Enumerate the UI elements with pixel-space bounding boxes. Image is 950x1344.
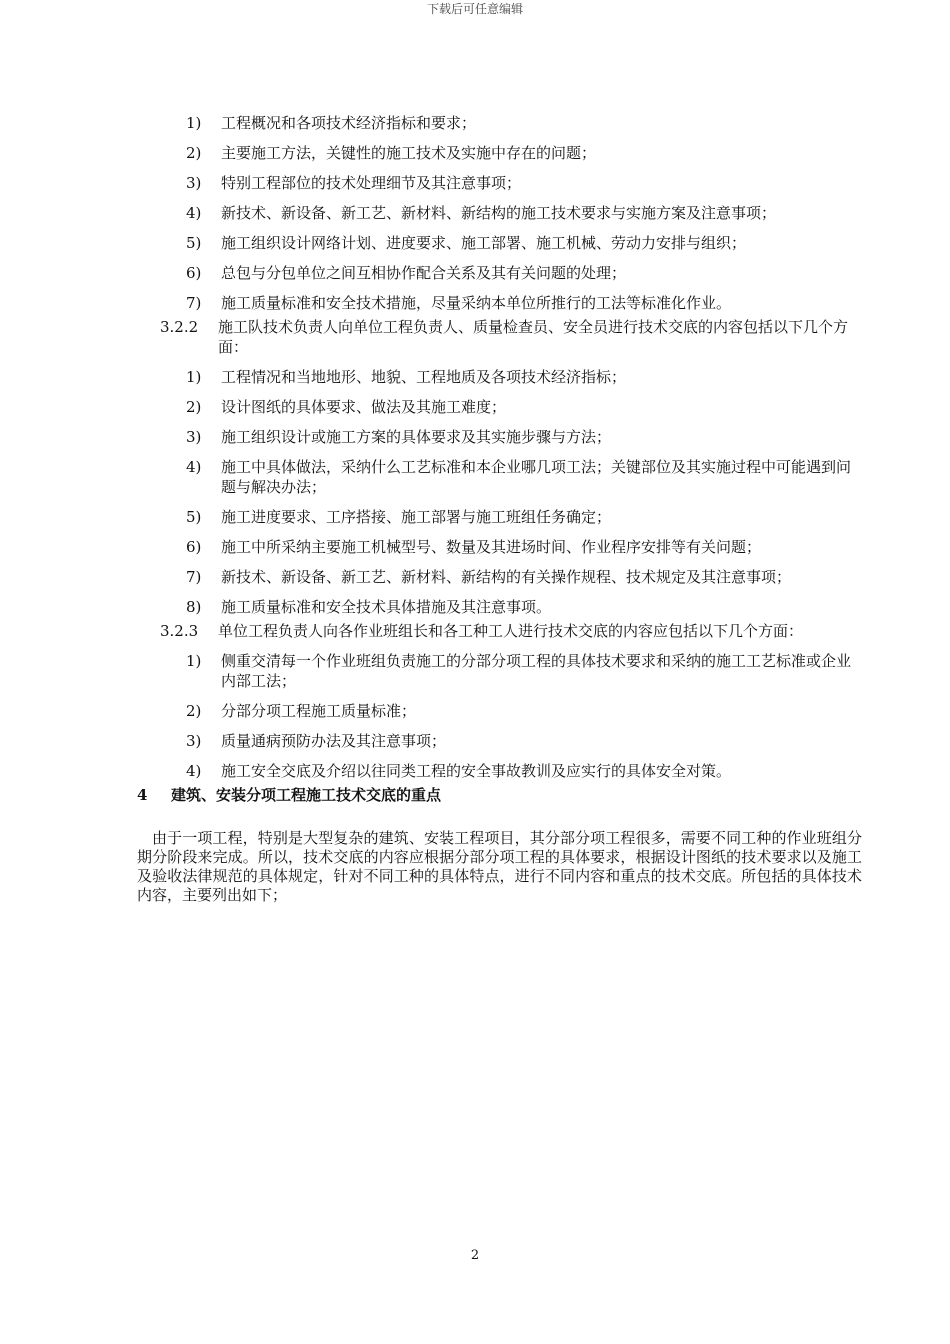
list-text: 新技术、新设备、新工艺、新材料、新结构的有关操作规程、技术规定及其注意事项； bbox=[221, 568, 792, 586]
page-number: 2 bbox=[470, 1248, 480, 1263]
list-number: 4) bbox=[186, 762, 202, 780]
list-item bbox=[0, 397, 950, 427]
section-number: 3.2.3 bbox=[160, 622, 199, 640]
list-number: 1) bbox=[186, 368, 202, 386]
list-item bbox=[0, 651, 950, 701]
list-number: 7) bbox=[186, 294, 202, 312]
list-item bbox=[0, 427, 950, 457]
list-item bbox=[0, 293, 950, 317]
list-item bbox=[0, 731, 950, 761]
section-4-heading bbox=[0, 785, 950, 812]
list-text: 质量通病预防办法及其注意事项； bbox=[221, 732, 447, 750]
list-text: 施工进度要求、工序搭接、施工部署与施工班组任务确定； bbox=[221, 508, 612, 526]
section-text: 施工队技术负责人向单位工程负责人、质量检查员、安全员进行技术交底的内容包括以下几个方面： bbox=[218, 318, 849, 356]
list-item bbox=[0, 143, 950, 173]
list-text: 施工质量标准和安全技术具体措施及其注意事项。 bbox=[221, 598, 552, 616]
list-item bbox=[0, 173, 950, 203]
list-number: 8) bbox=[186, 598, 202, 616]
list-text: 施工中具体做法，采纳什么工艺标准和本企业哪几项工法；关键部位及其实施过程中可能遇到问题与解决办法； bbox=[221, 458, 852, 496]
list-text: 新技术、新设备、新工艺、新材料、新结构的施工技术要求与实施方案及注意事项； bbox=[221, 204, 777, 222]
list-text: 施工中所采纳主要施工机械型号、数量及其进场时间、作业程序安排等有关问题； bbox=[221, 538, 762, 556]
list-item bbox=[0, 507, 950, 537]
list-number: 1) bbox=[186, 652, 202, 670]
list-number: 2) bbox=[186, 398, 202, 416]
section-number: 3.2.2 bbox=[160, 318, 199, 336]
list-text: 总包与分包单位之间互相协作配合关系及其有关问题的处理； bbox=[221, 264, 627, 282]
list-text: 设计图纸的具体要求、做法及其施工难度； bbox=[221, 398, 507, 416]
list-number: 4) bbox=[186, 204, 202, 222]
list-text: 分部分项工程施工质量标准； bbox=[221, 702, 417, 720]
list-text: 施工组织设计网络计划、进度要求、施工部署、施工机械、劳动力安排与组织； bbox=[221, 234, 747, 252]
body-paragraph: 由于一项工程，特别是大型复杂的建筑、安装工程项目，其分部分项工程很多，需要不同工种的作业班组分期分阶段来完成。所以，技术交底的内容应根据分部分项工程的具体要求，根据设计图纸的技术要求以及施工及验收法律规范的具体规定，针对不同工种的具体特点，进行不同内容和重点的技术交底。所包括的具体技术内容，主要列出如下； bbox=[137, 829, 862, 904]
list-item bbox=[0, 457, 950, 507]
section-text: 单位工程负责人向各作业班组长和各工种工人进行技术交底的内容应包括以下几个方面： bbox=[218, 622, 804, 640]
list-text: 主要施工方法，关键性的施工技术及实施中存在的问题； bbox=[221, 144, 597, 162]
list-item bbox=[0, 367, 950, 397]
list-number: 2) bbox=[186, 702, 202, 720]
list-number: 3) bbox=[186, 732, 202, 750]
list-text: 特别工程部位的技术处理细节及其注意事项； bbox=[221, 174, 522, 192]
list-number: 5) bbox=[186, 234, 202, 252]
list-item bbox=[0, 701, 950, 731]
list-item bbox=[0, 537, 950, 567]
list-number: 6) bbox=[186, 264, 202, 282]
list-item bbox=[0, 233, 950, 263]
list-number: 5) bbox=[186, 508, 202, 526]
list-text: 工程概况和各项技术经济指标和要求； bbox=[221, 114, 477, 132]
list-item bbox=[0, 761, 950, 785]
list-number: 2) bbox=[186, 144, 202, 162]
list-item bbox=[0, 113, 950, 143]
list-item bbox=[0, 597, 950, 621]
section-3-2-2 bbox=[0, 317, 950, 367]
list-number: 6) bbox=[186, 538, 202, 556]
list-item bbox=[0, 567, 950, 597]
list-text: 侧重交清每一个作业班组负责施工的分部分项工程的具体技术要求和采纳的施工工艺标准或企业内部工法； bbox=[221, 652, 852, 690]
list-text: 施工质量标准和安全技术措施，尽量采纳本单位所推行的工法等标准化作业。 bbox=[221, 294, 732, 312]
list-text: 施工安全交底及介绍以往同类工程的安全事故教训及应实行的具体安全对策。 bbox=[221, 762, 732, 780]
page-header: 下载后可任意编辑 bbox=[426, 2, 523, 16]
list-item bbox=[0, 263, 950, 293]
list-number: 3) bbox=[186, 174, 202, 192]
section-3-2-3 bbox=[0, 621, 950, 651]
heading-title: 建筑、安装分项工程施工技术交底的重点 bbox=[171, 786, 442, 804]
list-text: 工程情况和当地地形、地貌、工程地质及各项技术经济指标； bbox=[221, 368, 627, 386]
list-text: 施工组织设计或施工方案的具体要求及其实施步骤与方法； bbox=[221, 428, 612, 446]
list-number: 3) bbox=[186, 428, 202, 446]
list-item bbox=[0, 203, 950, 233]
document-body bbox=[0, 113, 950, 812]
list-number: 1) bbox=[186, 114, 202, 132]
heading-number: 4 bbox=[137, 786, 148, 804]
list-number: 4) bbox=[186, 458, 202, 476]
list-number: 7) bbox=[186, 568, 202, 586]
